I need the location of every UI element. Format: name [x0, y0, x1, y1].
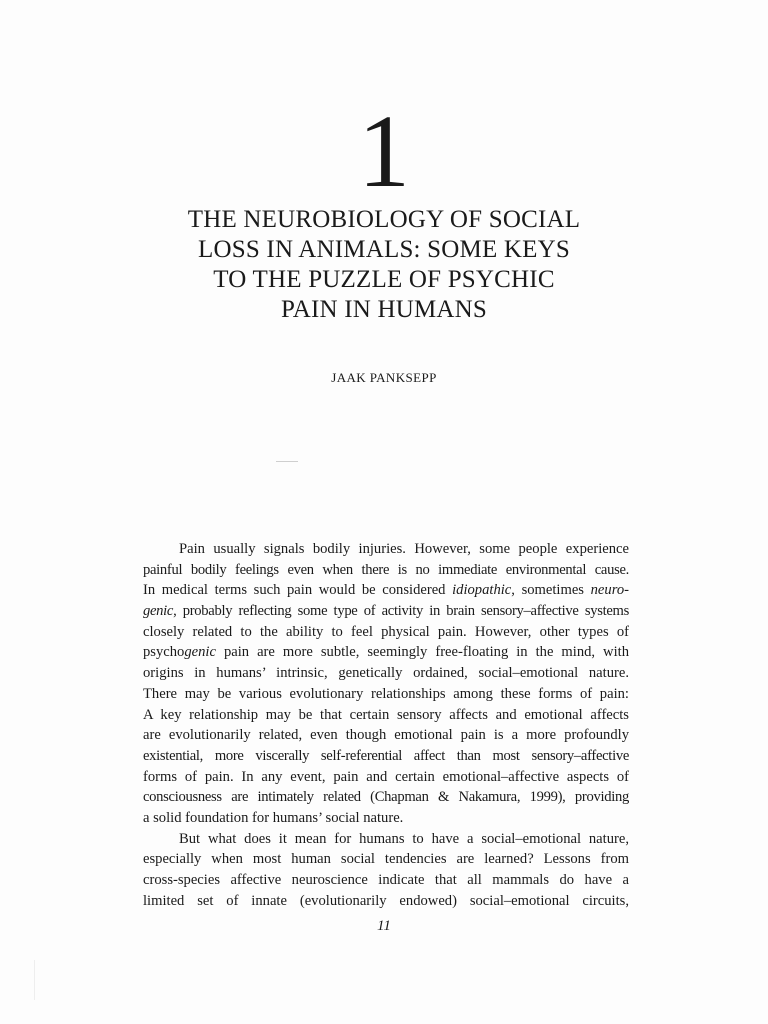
page-number: 11	[377, 918, 391, 934]
body-line: In medical terms such pain would be considered idiopathic, sometimes neuro-	[143, 582, 629, 599]
body-line: genic, probably reflecting some type of activity in brain sensory–affective systems	[143, 603, 629, 620]
body-line: closely related to the ability to feel physical pain. However, other types of	[143, 623, 629, 640]
scan-edge-mark	[34, 960, 35, 1000]
body-line: There may be various evolutionary relationships among these forms of pain:	[143, 685, 629, 702]
chapter-title-line: TO THE PUZZLE OF PSYCHIC	[213, 266, 555, 293]
body-line: especially when most human social tendencies are learned? Lessons from	[143, 851, 629, 868]
chapter-title-line: LOSS IN ANIMALS: SOME KEYS	[198, 236, 570, 263]
body-line: a solid foundation for humans’ social nature.	[143, 809, 404, 826]
body-line: Pain usually signals bodily injuries. However, some people experience	[179, 541, 629, 557]
body-line: origins in humans’ intrinsic, genetically ordained, social–emotional nature.	[143, 665, 629, 682]
chapter-number: 1	[358, 94, 410, 209]
body-text	[143, 539, 629, 911]
chapter-title-line: PAIN IN HUMANS	[280, 296, 488, 323]
author-name: JAAK PANKSEPP	[331, 370, 437, 385]
body-line: consciousness are intimately related (Chapman & Nakamura, 1999), providing	[143, 789, 629, 806]
body-line: cross-species affective neuroscience indicate that all mammals do have a	[143, 872, 629, 888]
body-line: A key relationship may be that certain sensory affects and emotional affects	[143, 706, 629, 723]
body-line: existential, more viscerally self-referential affect than most sensory–affective	[143, 747, 629, 764]
chapter-title-line: THE NEUROBIOLOGY OF SOCIAL	[187, 206, 581, 233]
body-line: painful bodily feelings even when there is no immediate environmental cause.	[143, 561, 629, 578]
chapter-title	[140, 205, 628, 325]
body-line: are evolutionarily related, even though emotional pain is a more profoundly	[143, 727, 629, 744]
body-line: limited set of innate (evolutionarily endowed) social–emotional circuits,	[143, 892, 629, 909]
scan-speck	[276, 461, 298, 462]
body-line: psychogenic pain are more subtle, seemingly free-floating in the mind, with	[143, 644, 629, 661]
body-line: forms of pain. In any event, pain and certain emotional–affective aspects of	[143, 768, 629, 785]
body-line: But what does it mean for humans to have a social–emotional nature,	[179, 830, 629, 847]
